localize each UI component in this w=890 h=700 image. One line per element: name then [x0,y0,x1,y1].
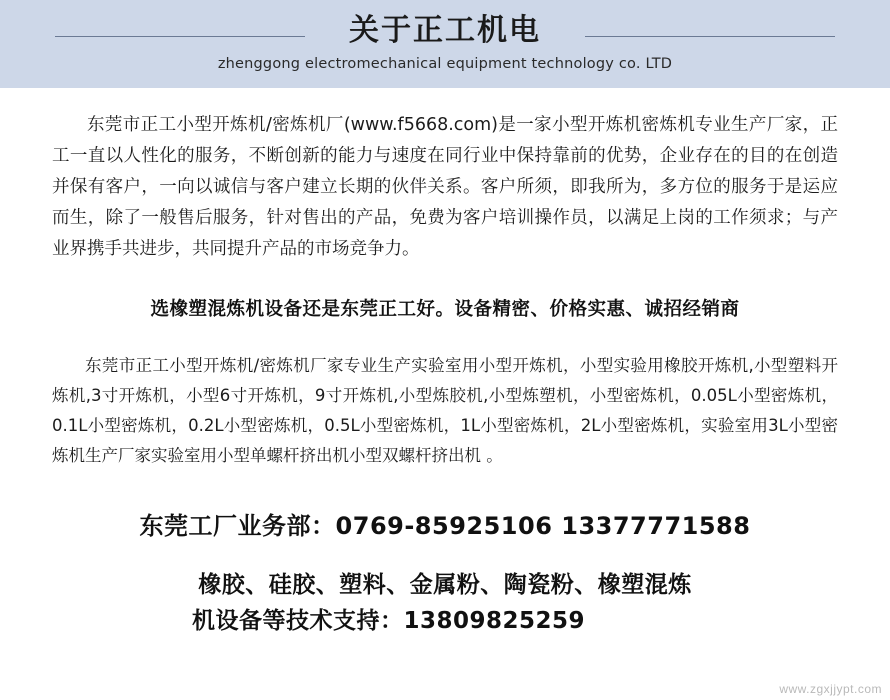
header-title-row [0,0,890,48]
document-content [0,88,890,639]
header-rule-right [585,36,835,37]
slogan-headline: 选橡塑混炼机设备还是东莞正工好。设备精密、价格实惠、诚招经销商 [150,299,740,320]
contact-phones: 0769-85925106 13377771588 [335,512,751,540]
support-phone: 13809825259 [403,608,586,634]
header-banner [0,0,890,88]
support-products: 橡胶、硅胶、塑料、金属粉、陶瓷粉、橡塑混炼 [198,572,692,598]
contact-label: 东莞工厂业务部： [139,512,336,540]
watermark: www.zgxjjypt.com [779,682,882,696]
contact-block [52,509,838,543]
support-block [52,567,838,639]
header-subtitle: zhenggong electromechanical equipment technology co. LTD [217,56,673,72]
header-rule-left [55,36,305,37]
products-paragraph: 东莞市正工小型开炼机/密炼机厂家专业生产实验室用小型开炼机，小型实验用橡胶开炼机,小型塑料开炼机,3寸开炼机，小型6寸开炼机，9寸开炼机,小型炼胶机,小型炼塑机，小型密炼机，0.05L小型密炼机，0.1L小型密炼机，0.2L小型密炼机，0.5L小型密炼机，1L小型密炼机，2L小型密炼机，实验室用3L小型密炼机生产厂家实验室用小型单螺杆挤出机小型双螺杆挤出机 。 [52,356,838,465]
intro-paragraph: 东莞市正工小型开炼机/密炼机厂(www.f5668.com)是一家小型开炼机密炼机专业生产厂家，正工一直以人性化的服务，不断创新的能力与速度在同行业中保持靠前的优势，企业存在的目的在创造并保有客户，一向以诚信与客户建立长期的伙伴关系。客户所须，即我所为，多方位的服务于是运应而生，除了一般售后服务，针对售出的产品，免费为客户培训操作员，以满足上岗的工作须求；与产业界携手共进步，共同提升产品的市场竞争力。 [52,115,838,259]
support-label: 机设备等技术支持： [192,608,404,634]
page-title: 关于正工机电 [335,5,555,49]
spacer [52,471,838,509]
support-phone-line [52,603,838,639]
